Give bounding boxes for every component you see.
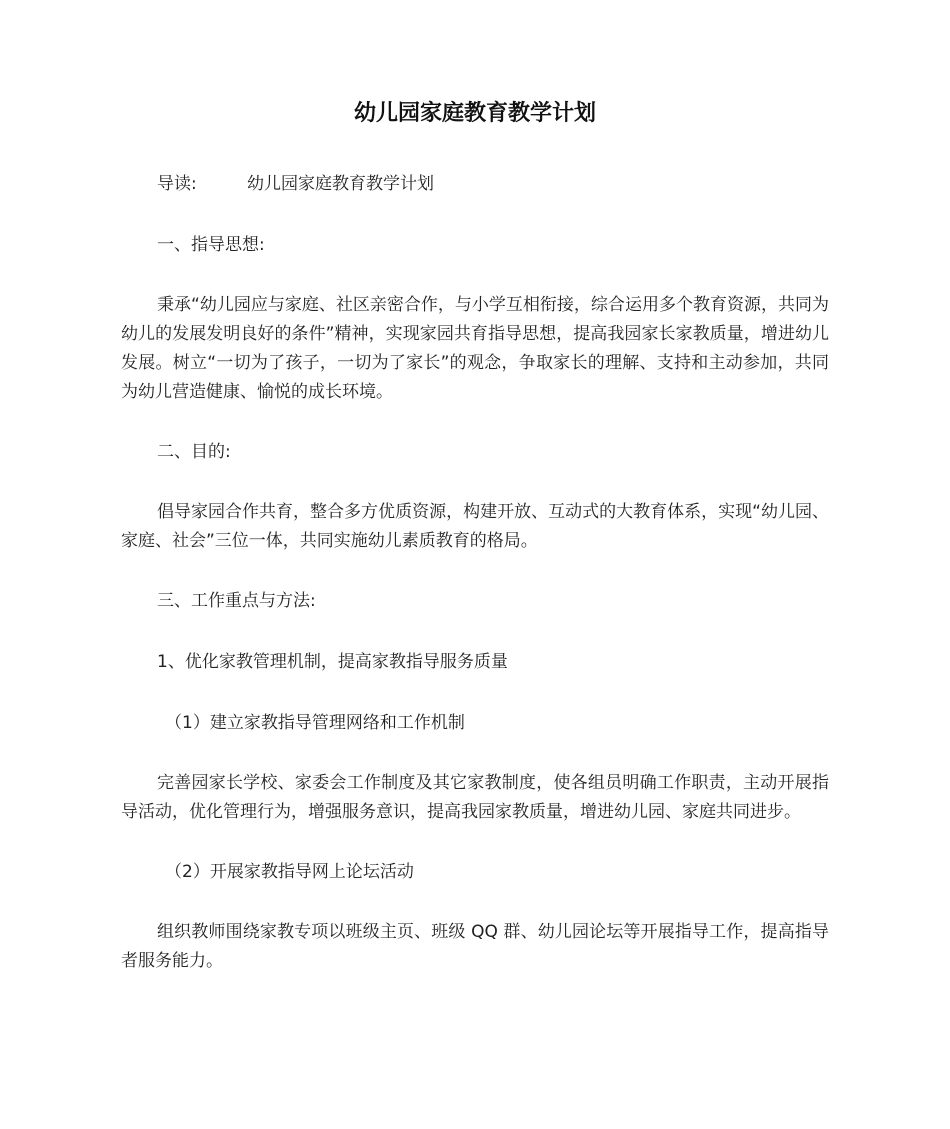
lead-text: 幼儿园家庭教育教学计划: [247, 174, 434, 194]
spacer: [121, 468, 829, 498]
document-content: [121, 96, 829, 976]
lead-line: [121, 169, 829, 200]
spacer: [121, 556, 829, 586]
lead-label: 导读:: [157, 174, 197, 194]
spacer: [121, 678, 829, 708]
section1-heading: 一、指导思想:: [157, 235, 265, 255]
spacer: [121, 827, 829, 857]
section2-body: 倡导家园合作共育，整合多方优质资源，构建开放、互动式的大教育体系，实现“幼儿园、家庭、社会”三位一体，共同实施幼儿素质教育的格局。: [121, 502, 829, 551]
item1-sub1-heading: （1）建立家教指导管理网络和工作机制: [165, 713, 465, 733]
section3-heading: 三、工作重点与方法:: [157, 591, 316, 611]
spacer: [121, 739, 829, 769]
item1-sub2-body: 组织教师围绕家教专项以班级主页、班级 QQ 群、幼儿园论坛等开展指导工作，提高指导者服务能力。: [121, 922, 829, 971]
section1-body: 秉承“幼儿园应与家庭、社区亲密合作，与小学互相衔接，综合运用多个教育资源，共同为幼儿的发展发明良好的条件”精神，实现家园共育指导思想，提高我园家长家教质量，增进幼儿发展。树立“一切为了孩子，一切为了家长”的观念，争取家长的理解、支持和主动参加，共同为幼儿营造健康、愉悦的成长环境。: [121, 295, 829, 402]
item1-sub2-heading: （2）开展家教指导网上论坛活动: [165, 862, 414, 882]
spacer: [121, 407, 829, 437]
spacer: [121, 261, 829, 291]
section2-heading: 二、目的:: [157, 442, 231, 462]
spacer: [121, 617, 829, 647]
spacer: [121, 888, 829, 918]
item1-sub1-body: 完善园家长学校、家委会工作制度及其它家教制度，使各组员明确工作职责，主动开展指导活动，优化管理行为，增强服务意识，提高我园家教质量，增进幼儿园、家庭共同进步。: [121, 773, 829, 822]
item1-heading: 1、优化家教管理机制，提高家教指导服务质量: [157, 652, 508, 672]
spacer: [121, 200, 829, 230]
document-title: 幼儿园家庭教育教学计划: [353, 101, 596, 126]
